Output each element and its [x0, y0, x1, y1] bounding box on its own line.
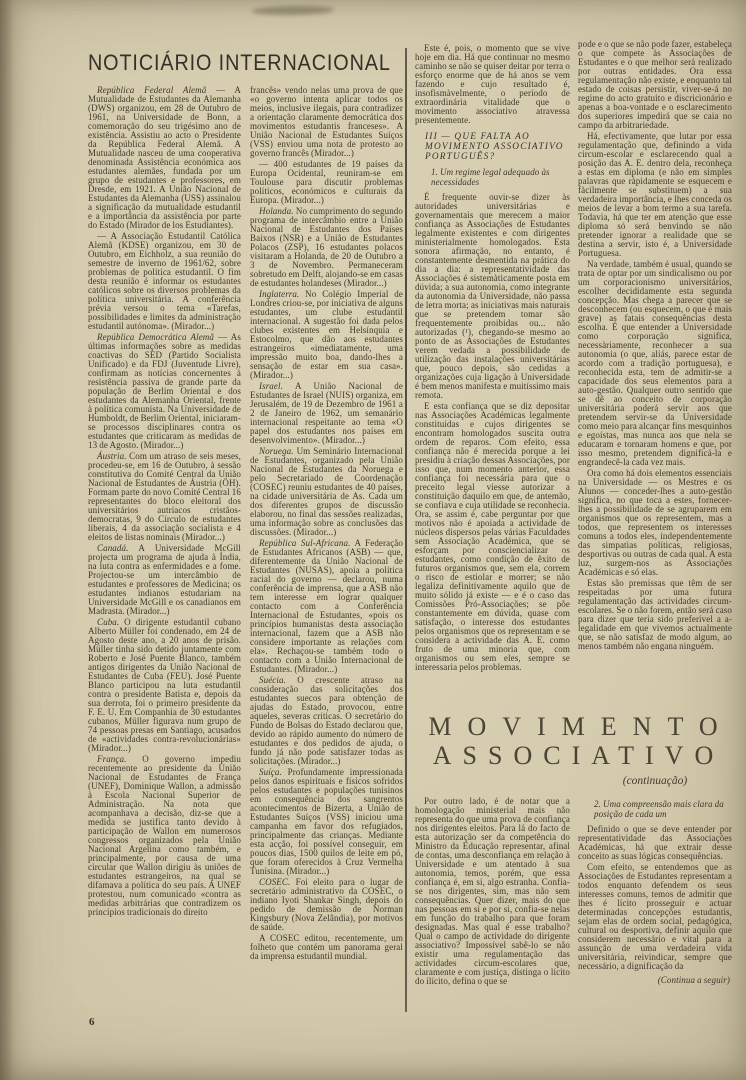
paragraph-hital: 1. Um regime legal adequado às necessidades: [431, 167, 550, 187]
movimento-column-4-bottom: [578, 797, 732, 1015]
column-divider-rule: [405, 48, 407, 1012]
paragraph-lead: Noruega.: [259, 446, 294, 456]
paragraph: pode e o que se não pode fazer, estabeleça o que compete às Associações de Estudantes e o que melhor será realizado por outras entidades. Ora essa regulamentação não existe, e enquanto tal estado de coisas persistir, viver-se-á no regime do acto gratuito e discricionário e apenas a boa-vontade e o esclarecimento dos superiores impedirá que se caia no campo da arbitrariedade.: [578, 40, 732, 130]
paragraph: — 400 estudantes de 19 países da Europa Ocidental, reuniram-se em Toulouse para discutir problemas políticos, económicos e culturais da Europa. (Mirador...): [250, 159, 403, 205]
noticiario-column-2: [250, 86, 403, 1004]
paragraph-lead: França.: [97, 754, 127, 764]
paragraph-hcaps: III — QUE FALTA AO MOVIMENTO ASSOCIATIVO PORTUGUÊS?: [425, 132, 564, 162]
paragraph: E esta confiança que se diz depositar nas Associações Académicas legalmente constituídas e cujos dirigentes se encontram homologados suscita outra ordem de reparos. Com efeito, essa confiança não é merecida porque a lei presidiu à criação dessas Associações, por isso que, num momento anterior, essa confiança foi necessária para que o preceito legal viesse autorizar a constituição daquilo em que, de antemão, se confiava e cuja utilidade se reconhecia. Ora, se assim é, cabe perguntar por que motivos não é apoiada a actividade de núcleos dispersos pelas várias Faculdades sem Associação Académica, que se esforçam por consciencializar os estudantes, como condição de êxito de futuros organismos que, sem ela, correm o risco de estiolar e morrer; se não legaliza definitivamente aquilo que de muito sólido já existe — e é o caso das Comissões Pró-Associações; se põe constantemente em dúvida, quase com satisfação, o interesse dos estudantes pelos organismos que os representam e se considera a actividade das A. E. como fruto de uma minoria que, com organismos ou sem eles, sempre se interessaria pelos problemas.: [415, 401, 570, 673]
paragraph: COSEC. Foi eleito para o lugar de secretário administrativo da COSEC, o indiano Iyoti Shankar Singh, depois do pedido de demissão de Norman Kingsbury (Nova Zelândia), por motivos de saúde.: [250, 877, 403, 932]
page-number: 6: [89, 1016, 95, 1028]
paragraph: A COSEC editou, recentemente, um folheto que contém um panorama geral da imprensa estudantil mundial.: [250, 933, 403, 961]
paragraph: Na verdade, também é usual, quando se trata de optar por um sindicalismo ou por um corporacionismo universitários, escolher decididamente esta segunda concepção. Mas chega a parecer que se desconhecem (ou esquecem, o que é mais grave) as fatais consequências desta escolha. É que entender a Universidade como corporação significa, necessàriamente, reconhecer a sua autonomia (o que, aliás, parece estar de acordo com a tradição portuguesa), e reconhecida esta, tem de admitir-se a capacidade dos seus elementos para a auto-gestão. Qualquer outro sentido que se dê ao conceito de corporação universitária poderá servir aos que pretendem servir-se da Universidade como meio para alcançar fins mesquinhos e egoístas, mas nunca aos que nela se educaram e tornaram homens e que, por isso mesmo, pretendem dignificá-la e engrandecê-la cada vez mais.: [578, 259, 732, 467]
paragraph: Israel. A União Nacional de Estudantes de Israel (NUIS) organiza, em Jerusalém, de 19 de Dezembro de 1961 a 2 de Janeiro de 1962, um semanário internacional respeitante ao tema «O papel dos estudantes nos países em desenvolvimento». (Mirador...): [250, 381, 403, 445]
paragraph-lead: Inglaterra.: [259, 289, 300, 299]
paragraph: Suíça. Profundamente impressionada pelos danos espirituais e físicos sofridos pelos estudantes e populações tunisinos em consequência dos sangrentos acontecimentos de Bizerta, a União de Estudantes Suíços (VSS) iniciou uma campanha em favor dos refugiados, principalmente das crianças. Mediante esta acção, foi possível conseguir, em poucos dias, 1500 quilos de leite em pó, que foram oferecidos à Cruz Vermelha Tunisina. (Mirador...): [250, 767, 403, 876]
paragraph: Canadá. A Universidade McGill projecta um programa de ajuda à Índia, na luta contra as enfermidades e a fome. Projectou-se um intercâmbio de estudantes e professores de Medicina; os estudantes indianos estudariam na Universidade McGill e os canadianos em Madrasta. (Mirador...): [88, 543, 241, 616]
paragraph: República Democrática Alemã — As últimas informações sobre as medidas coactivas do SED (Partido Socialista Unificado) e da FDJ (Juventude Livre), confirmam as notícias concernentes à resistência passiva de grande parte da população de Berlim Oriental e dos estudantes da Alemanha Oriental, frente à política comunista. Na Universidade de Humboldt, de Berlim Oriental, iniciaram-se processos disciplinares contra os estudantes que criticaram as medidas de 13 de Agosto. (Mirador...): [88, 332, 241, 450]
paragraph-lead: Israel.: [259, 381, 283, 391]
paragraph: francês» vendo nelas uma prova de que «o governo intenta aplicar todos os meios, inclusive ilegais, para contradizer a orientação claramente democrática dos movimentos estudantis franceses». A União Nacional de Estudantes Suíços (VSS) enviou uma nota de protesto ao governo francês (Mirador...): [250, 86, 403, 158]
movimento-title-line1: MOVIMENTO: [428, 712, 734, 741]
paragraph-continua: (Continua a seguir): [657, 975, 730, 986]
paragraph-lead: República Democrática Alemã: [97, 332, 214, 342]
paragraph-lead: Canadá.: [97, 543, 129, 553]
paragraph: Definido o que se deve entender por representatividade das Associações Académicas, há que extrair desse conceito as suas lógicas consequências.: [578, 824, 732, 862]
paragraph-lead: Holanda.: [259, 206, 294, 216]
paragraph: Áustria. Com um atraso de seis meses, procedeu-se, em 16 de Outubro, à sessão constitutiva do Comité Central da União Nacional de Estudantes de Áustria (ÖH). Formam parte do novo Comité Central 16 representantes do bloco eleitoral dos universitários autríacos cristãos-democratas, 9 do Círculo de estudantes liberais, 4 da associação socialista e 4 eleitos de listas nominais (Mirador...): [88, 451, 241, 542]
paragraph-lead: Suíça.: [259, 767, 282, 777]
page-edge-shadow: [0, 0, 14, 1080]
movimento-title-line2: ASSOCIATIVO: [432, 741, 725, 770]
paragraph-lead: República Sul-Africana.: [259, 538, 351, 548]
paragraph-lead: COSEC.: [259, 877, 291, 887]
paragraph: Holanda. No cumprimento do segundo programa de intercâmbio entre a União Nacional de Estudantes dos Países Baixos (NSR) e a União de Estudantes Polacos (ZSP), 16 estudantes polacos visitaram a Holanda, de 20 de Outubro a 3 de Novembro. Permaneceram sobretudo em Delft, alojando-se em casas de estudantes holandeses (Mirador...): [250, 206, 403, 288]
paragraph-hital: 2. Uma compreensão mais clara da posição de cada um: [594, 799, 724, 819]
ink-smudge: [252, 5, 334, 15]
movimento-column-3-top: [415, 44, 570, 710]
paragraph: República Federal Alemã — A Mutualidade de Estudantes da Alemanha (DWS) organizou, em 28 de Outubro de 1961, na Universidade de Bonn, a comemoração do seu trigésimo ano de existência. Assistiu ao acto o Presidente da República Federal Alemã. A Mutualidade nasceu de uma cooperativa denominada Assistência económica aos estudantes alemães, fundada por um grupo de estudantes e professores, em Dresde, em 1921. A União Nacional de Estudantes da Alemanha (USS) assinalou a significação da mutualidade estudantil e a importância da assistência por parte do Estado (Mirador de los Estudiantes).: [88, 86, 241, 230]
paragraph: República Sul-Africana. A Federação de Estudantes Africanos (ASB) — que, diferentemente da União Nacional de Estudantes (NUSAS), apoia a política racial do governo — declarou, numa conferência de imprensa, que a ASB não tem interesse em lograr qualquer contacto com a Conferência Internacional de Estudantes, «pois os princípios humanistas desta associação internacional, fazem que a ASB não considere importante as relações com ela». Rechaçou-se também todo o contacto com a União Internacional de Estudantes. (Mirador...): [250, 538, 403, 674]
paragraph: Ora como há dois elementos essenciais na Universidade — os Mestres e os Alunos — conceder-lhes a auto-gestão significa, no que toca a estes, fornecer-lhes a possibilidade de se agruparem em organismos que os representem, mas a todos, que representem os interesses comuns a todos eles, independentemente das simpatias políticas, religiosas, desportivas ou outras de cada qual. A esta luz, surgem-nos as Associações Académicas e só elas.: [578, 468, 732, 577]
paragraph: Por outro lado, é de notar que a homologação ministerial mais não representa do que uma prova de confiança nos dirigentes eleitos. Para lá do facto de esta autorização ser da competência do Ministro da Educação representar, afinal de contas, uma desconfiança em relação à Universidade e um atentado à sua autonomia, temos, porém, que essa confiança é, em si, algo estranha. Confia-se nos dirigentes, sim, mas não sem consequências. Quer dizer, mais do que nas pessoas em si e por si, confia-se nelas em função do trabalho para que foram designadas. Mas qual é esse trabalho? Qual o campo de actividade do dirigente associativo? Impossível sabê-lo se não existir uma regulamentação das actividades circum-escolares que, claramente e com justiça, distinga o lícito do ilícito, defina o que se: [415, 797, 570, 986]
paragraph: Com efeito, se entendemos que as Associações de Estudantes representam a todos enquanto defendem os seus interesses comuns, temos de admitir que lhes é lícito prosseguir e actuar determinadas concepções estudantis, sejam elas de ordem social, pedagógica, cultural ou desportiva, definir aquilo que considerem necessário e vital para a assunção de uma verdadeira vida universitária, reivindicar, sempre que necessário, a dignificação da: [578, 862, 732, 972]
paragraph: Suécia. O crescente atraso na consideração das solicitações dos estudantes suecos para obtenção de ajudas do Estado, provocou, entre aqueles, severas críticas. O secretário do Fundo de Bolsas do Estado declarou que, devido ao rápido aumento do número de estudantes e dos pedidos de ajuda, o fundo já não pode satisfazer todas as solicitações. (Mirador...): [250, 675, 403, 766]
noticiario-title: NOTICIÁRIO INTERNACIONAL: [88, 50, 391, 75]
paragraph: Este é, pois, o momento que se vive hoje em dia. Há que continuar no mesmo caminho se não se quiser deitar por terra o esforço enorme que de há anos se vem fazendo e cujo resultado é, insofismàvelmente, o período de extraordinária vitalidade que o movimento associativo atravessa presentemente.: [415, 44, 570, 125]
paragraph: Inglaterra. No Colégio Imperial de Londres criou-se, por iniciativa de alguns estudantes, um clube estudantil internacional. A sugestão foi dada pelos clubes existentes em Helsínquia e Estocolmo, que dão aos estudantes estrangeiros «imediatamente, uma impressão muito boa, dando-lhes a sensação de estar em sua casa». (Mirador...): [250, 289, 403, 380]
paragraph: Noruega. Um Seminário Internacional de Estudantes, organizado pela União Nacional de Estudantes da Noruega e pelo Secretariado de Coordenação (COSEC) reuniu estudantes de 40 países, na cidade universitária de As. Cada um dos diferentes grupos de discussão elaborou, no final das sessões realizadas, uma informação sobre as conclusões das discussões. (Mirador...): [250, 446, 403, 537]
paragraph: Cuba. O dirigente estudantil cubano Alberto Müller foi condenado, em 24 de Agosto deste ano, a 20 anos de prisão. Müller tinha sido detido juntamente com Roberto e José Puente Blanco, também antigos dirigentes da União Nacional de Estudantes de Cuba (FEU). José Puente Blanco participou na luta estudantil contra o presidente Batista e, depois da sua derrota, foi o primeiro presidente da F. E. U. Em Companhia de 30 estudantes cubanos, Müller figurava num grupo de 74 pessoas presas em Santiago, acusados de «actividades contra-revolucionárias» (Mirador...): [88, 617, 241, 753]
paragraph-lead: Suécia.: [259, 675, 286, 685]
continuation-note: (continuação): [622, 775, 688, 787]
movimento-column-3-bottom: [415, 797, 570, 1015]
paragraph-lead: Áustria.: [97, 451, 127, 461]
paragraph: Há, efectivamente, que lutar por essa regulamentação que, definindo a vida circum-escolar e esclarecendo qual a posição das A. E. dentro dela, reconheça a estas em diploma (e não em simples palavras que ràpidamente se esquecem e fàcilmente se substituem) a sua verdadeira importância, e lhes conceda os meios de levar a bom termo a sua tarefa. Todavia, há que ter em atenção que esse diploma só será benvindo se não pretender ignorar a realidade que se destina a servir, isto é, a Universidade Portuguesa.: [578, 131, 732, 258]
paragraph: É frequente ouvir-se dizer às autoridades universitárias e governamentais que merecem a maior confiança as Associações de Estudantes legalmente existentes e com dirigentes ministerialmente homologados. Esta sonora afirmação, no entanto, é constantemente desmentida na prática do dia a dia: a representatividade das Associações é sistemàticamente posta em dúvida; a sua autonomia, como integrante da autonomia da Universidade, não passa de letra morta; as iniciativas mais naturais que se pretendem tomar são frequentemente proibidas ou... não autorizadas (¹), chegando-se mesmo ao ponto de as Associações de Estudantes verem vedada a possibilidade de utilização das instalações universitárias que, pouco depois, são cedidas a organizações cuja ligação à Universidade é bem menos manifesta e muitíssimo mais remota.: [415, 192, 570, 401]
paragraph: França. O governo impediu recentemente ao presidente da União Nacional de Estudantes de França (UNEF), Dominique Wallon, a admissão à Escola Nacional Superior de Administração. Na nota que acompanhava a decisão, diz-se que a medida se justifica tanto devido à participação de Wallon em numerosos congressos organizados pela União Nacional Argelina como também, e principalmente, por causa de uma circular que Wallon dirigiu às uniões de estudantes estrangeiros, na qual se difamava a política do seu país. A UNEF protestou, num comunicado «contra as medidas arbitrárias que contradizem os princípios tradicionais do direito: [88, 754, 241, 917]
paragraph: — A Associação Estudantil Católica Alemã (KDSE) organizou, em 30 de Outubro, em Eichholz, a sua reunião do semestre de inverno de 1961/62, sobre problemas de política estudantil. O fim desta reunião é informar os estudantes católicos sobre os diversos problemas da política universitária. A conferência prévia versou o tema «Tarefas, possibilidades e limites da administração estudantil autónoma». (Mirador...): [88, 231, 241, 331]
paragraph-lead: República Federal Alemã: [97, 86, 207, 95]
movimento-title: [412, 712, 734, 770]
noticiario-column-1: [88, 86, 241, 1004]
paragraph-lead: Cuba.: [97, 617, 120, 627]
paragraph: Estas são premissas que têm de ser respeitadas por uma futura regulamentação das actividades circum-escolares. Se o não forem, então será caso para dizer que teria sido preferível a a-legalidade em que vivemos actualmente que, se não satisfaz de modo algum, ao menos também não engana ninguém.: [578, 578, 732, 651]
movimento-column-4-top: [578, 40, 732, 710]
